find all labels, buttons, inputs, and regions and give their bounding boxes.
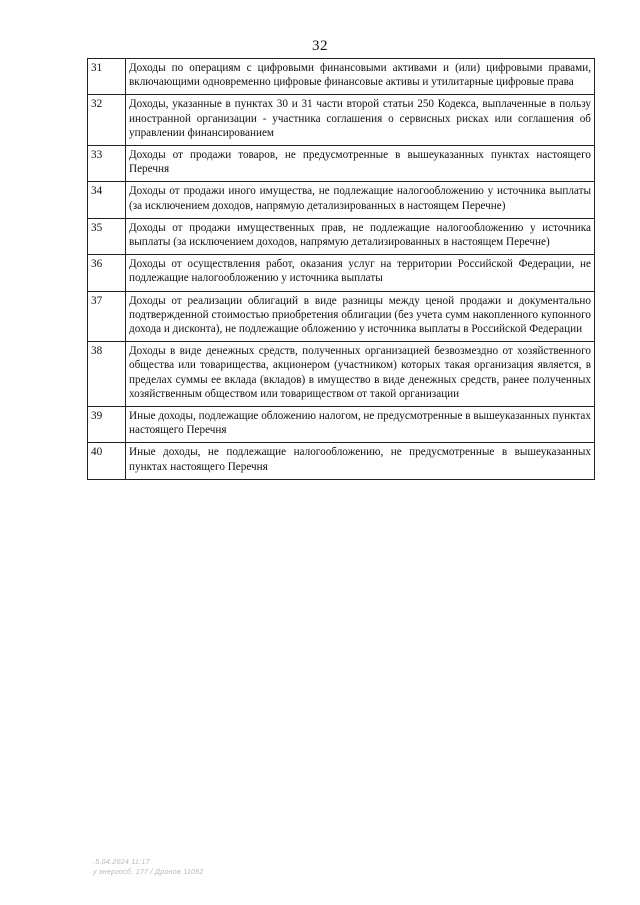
row-number: 31	[88, 59, 126, 95]
table-row	[88, 407, 595, 443]
income-description: Доходы от продажи товаров, не предусмотренные в вышеуказанных пунктах настоящего Перечня	[126, 146, 595, 182]
table-row	[88, 255, 595, 291]
row-number: 35	[88, 218, 126, 254]
table-body	[88, 59, 595, 480]
table-row	[88, 342, 595, 407]
income-description: Доходы по операциям с цифровыми финансовыми активами и (или) цифровыми правами, включающими одновременно цифровые финансовые активы и утилитарные цифровые права	[126, 59, 595, 95]
row-number: 36	[88, 255, 126, 291]
income-description: Доходы от реализации облигаций в виде разницы между ценой продажи и документально подтвержденной стоимостью приобретения облигации (без учета сумм накопленного купонного дохода и дисконта), не подлежащие обложению у источника выплаты в Российской Федерации	[126, 291, 595, 342]
table-row	[88, 59, 595, 95]
row-number: 39	[88, 407, 126, 443]
table-row	[88, 146, 595, 182]
table-row	[88, 218, 595, 254]
row-number: 32	[88, 95, 126, 146]
row-number: 40	[88, 443, 126, 479]
table-row	[88, 291, 595, 342]
row-number: 38	[88, 342, 126, 407]
income-list-table	[87, 58, 595, 480]
income-description: Иные доходы, не подлежащие налогообложению, не предусмотренные в вышеуказанных пунктах настоящего Перечня	[126, 443, 595, 479]
row-number: 37	[88, 291, 126, 342]
income-description: Доходы от продажи иного имущества, не подлежащие налогообложению у источника выплаты (за исключением доходов, напрямую детализированных в настоящем Перечне)	[126, 182, 595, 218]
income-description: Доходы, указанные в пунктах 30 и 31 части второй статьи 250 Кодекса, выплаченные в пользу иностранной организации - участника соглашения о сервисных рисках или соглашения об управлении финансированием	[126, 95, 595, 146]
row-number: 33	[88, 146, 126, 182]
income-description: Доходы в виде денежных средств, полученных организацией безвозмездно от хозяйственного общества или товарищества, акционером (участником) которых такая организация является, в пределах суммы ее вклада (вкладов) в имущество в виде денежных средств, ранее полученных хозяйственным обществом или товариществом от такой организации	[126, 342, 595, 407]
income-description: Доходы от продажи имущественных прав, не подлежащие налогообложению у источника выплаты (за исключением доходов, напрямую детализированных в настоящем Перечне)	[126, 218, 595, 254]
table-row	[88, 443, 595, 479]
table-row	[88, 182, 595, 218]
income-description: Доходы от осуществления работ, оказания услуг на территории Российской Федерации, не подлежащие налогообложению у источника выплаты	[126, 255, 595, 291]
table-row	[88, 95, 595, 146]
income-description: Иные доходы, подлежащие обложению налогом, не предусмотренные в вышеуказанных пунктах настоящего Перечня	[126, 407, 595, 443]
row-number: 34	[88, 182, 126, 218]
faded-document-stamp: .5.04.2024 11:17 у энергосб. 177 / Дронов 11062	[93, 859, 204, 876]
page-number: 32	[312, 38, 328, 54]
